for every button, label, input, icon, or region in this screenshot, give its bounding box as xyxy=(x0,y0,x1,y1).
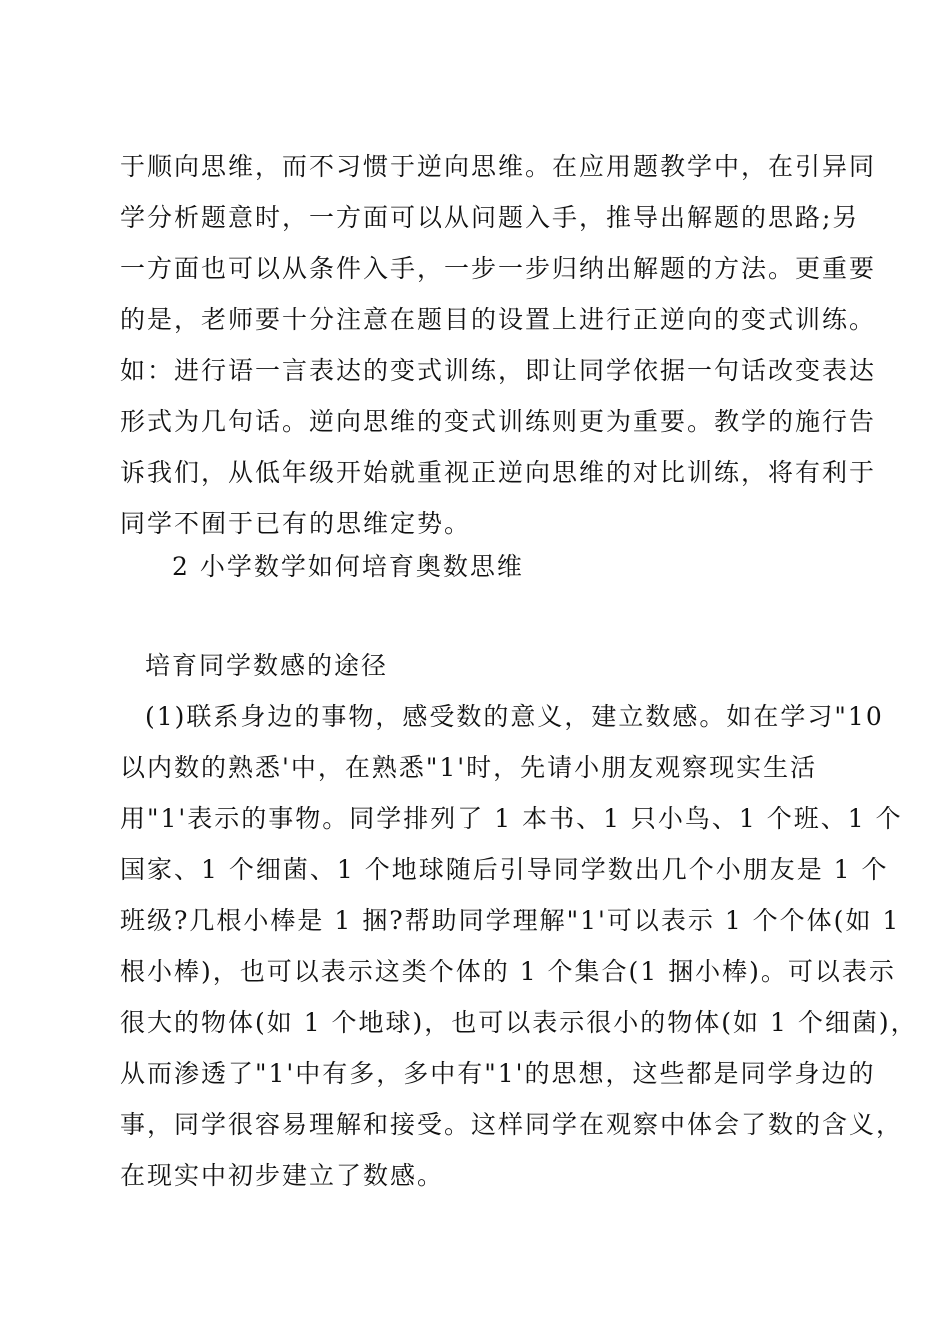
paragraph-line: 班级?几根小棒是 1 捆?帮助同学理解"1'可以表示 1 个个体(如 1 xyxy=(120,906,901,935)
paragraph-line: 诉我们，从低年级开始就重视正逆向思维的对比训练，将有利于 xyxy=(120,458,877,487)
paragraph-line: 事，同学很容易理解和接受。这样同学在观察中体会了数的含义， xyxy=(120,1110,904,1139)
subheading: 培育同学数感的途径 xyxy=(145,651,389,680)
paragraph-line: 如：进行语一言表达的变式训练，即让同学依据一句话改变表达 xyxy=(120,356,877,385)
paragraph-line: 在现实中初步建立了数感。 xyxy=(120,1161,445,1190)
paragraph-line: 以内数的熟悉'中，在熟悉"1'时，先请小朋友观察现实生活 xyxy=(120,753,818,782)
paragraph-line: 于顺向思维，而不习惯于逆向思维。在应用题教学中，在引异同 xyxy=(120,152,877,181)
paragraph-line: 用"1'表示的事物。同学排列了 1 本书、1 只小鸟、1 个班、1 个 xyxy=(120,804,903,833)
paragraph-line: 一方面也可以从条件入手，一步一步归纳出解题的方法。更重要 xyxy=(120,254,877,283)
paragraph-line: (1)联系身边的事物，感受数的意义，建立数感。如在学习"10 xyxy=(145,702,884,731)
paragraph-line: 国家、1 个细菌、1 个地球随后引导同学数出几个小朋友是 1 个 xyxy=(120,855,889,884)
paragraph-line: 形式为几句话。逆向思维的变式训练则更为重要。教学的施行告 xyxy=(120,407,877,436)
paragraph-line: 从而渗透了"1'中有多，多中有"1'的思想，这些都是同学身边的 xyxy=(120,1059,876,1088)
paragraph-line: 根小棒)，也可以表示这类个体的 1 个集合(1 捆小棒)。可以表示 xyxy=(120,957,896,986)
paragraph-line: 很大的物体(如 1 个地球)，也可以表示很小的物体(如 1 个细菌)， xyxy=(120,1008,918,1037)
paragraph-line: 同学不囿于已有的思维定势。 xyxy=(120,509,472,538)
paragraph-line: 学分析题意时，一方面可以从问题入手，推导出解题的思路;另 xyxy=(120,203,860,232)
paragraph-line: 的是，老师要十分注意在题目的设置上进行正逆向的变式训练。 xyxy=(120,305,877,334)
section-heading: 2 小学数学如何培育奥数思维 xyxy=(172,552,524,581)
